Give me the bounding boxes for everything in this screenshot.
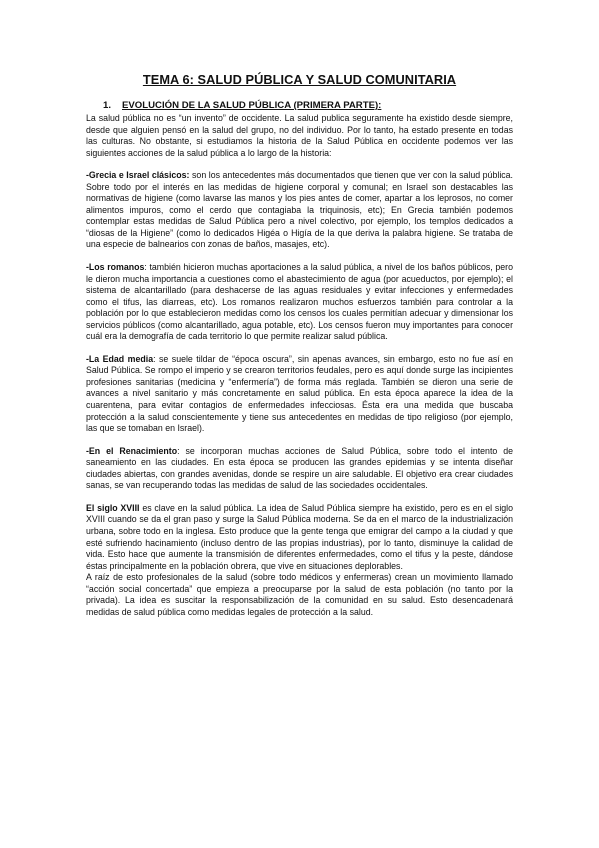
paragraph-lead: -La Edad media (86, 353, 154, 364)
paragraph-body: son los antecedentes más documentados que tienen que ver con la salud pública. Sobre todo por el interés en las medidas de higiene corporal y comunal; en Israel son destacables las normativas de higiene (como lavarse las manos y los pies antes de comer, apartar a los leprosos, no comer alimentos impuros, como el cerdo que contagiaba la triquinosis, etc); En Grecia también podemos contemplar estas medidas de Salud Pública pero a nivel colectivo, por ejemplo, los templos dedicados a “diosas de la Higiene” (como lo dedicados Higéa o Higía de la que deriva la palabra higiene. Se trataba de una especie de balnearios con zonas de baños, masajes, etc). (86, 170, 514, 250)
document-title: TEMA 6: SALUD PÚBLICA Y SALUD COMUNITARIA (142, 72, 457, 87)
paragraph-body: : se incorporan muchas acciones de Salud Pública, sobre todo el intento de saneamiento en las ciudades. En esta época se producen las grandes epidemias y se intenta diseñar ciudades abiertas, con grandes avenidas, donde se respire un aire saludable. El objetivo era crear ciudades sanas, se van recuperando todas las medidas de salud de las sociedades occidentales. (86, 445, 514, 491)
paragraph-grecia-israel (86, 170, 513, 251)
paragraph-lead: -Grecia e Israel clásicos: (86, 170, 190, 181)
section-title: EVOLUCIÓN DE LA SALUD PÚBLICA (PRIMERA PARTE): (122, 100, 382, 111)
paragraph-body: es clave en la salud pública. La idea de Salud Pública siempre ha existido, pero es en el siglo XVIII cuando se da el gran paso y surge la Salud Pública moderna. Se da en el marco de la industrialización urbana, sobre todo en la inglesa. Esto produce que la gente tenga que emigrar del campo a la ciudad y que esté sufriendo hacinamiento (incluso dentro de las propias industrias), por lo tanto, disminuye la calidad de vida. Esto hace que aumente la transmisión de diferentes enfermedades, como el tifus y la peste, dándose éstas principalmente en la población obrera, que vive en situaciones deplorables. (86, 502, 514, 571)
paragraph-siglo-xviii (86, 503, 513, 572)
section-number: 1. (103, 100, 112, 111)
paragraph-romanos (86, 262, 513, 343)
intro-paragraph: La salud pública no es “un invento” de occidente. La salud publica seguramente ha existido desde siempre, desde que alguien pensó en la salud del grupo, no del individuo. Por lo tanto, ha estado presente en todas las culturas. No obstante, si estudiamos la historia de la Salud Pública en occidente podemos ver las siguientes acciones de la salud pública a lo largo de la historia: (86, 113, 513, 158)
paragraph-lead: El siglo XVIII (86, 502, 140, 513)
paragraph-body: : se suele tildar de “época oscura”, sin apenas avances, sin embargo, esto no fue así en Salud Pública. Se rompo el imperio y se crearon territorios feudales, pero es aquí donde surge las incipientes profesiones sanitarias (medicina y “enfermería”) de forma más reglada. También se dieron una serie de avances a nivel sanitario y más concretamente en salud pública. En esta época aparece la idea de la cuarentena, para evitar contagios de enfermedades infecciosas. Ésta era una medida que buscaba protección a la salud conscientemente y tiene sus antecedentes en medidas de tipo religioso (por ejemplo, las que se tomaban en Israel). (86, 353, 513, 434)
paragraph-lead: -En el Renacimiento (86, 445, 178, 456)
paragraph-renacimiento (86, 446, 513, 492)
paragraph-closing: A raíz de esto profesionales de la salud (sobre todo médicos y enfermeras) crean un movimiento llamado “acción social concertada” que empieza a preocuparse por la salud de esta población (no tanto por la privada). La idea es suscitar la responsabilización de la comunidad en su salud. Esto desencadenará medidas de salud pública como medidas legales de protección a la salud. (86, 572, 513, 617)
paragraph-lead: -Los romanos (86, 262, 145, 273)
paragraph-body: : también hicieron muchas aportaciones a la salud pública, a nivel de los baños públicos, pero le dieron mucha importancia a cuestiones como el abastecimiento de agua (por acueductos, por ejemplo); el sistema de alcantarillado (para deshacerse de las aguas residuales y evitar infecciones y enfermedades como el tifus, las diarreas, etc). Los romanos realizaron muchos esfuerzos también para controlar a la población por lo que establecieron medidas como los censos los cuales permitían adecuar y dimensionar los servicios públicos (como alcantarillado, agua potable, etc). Los censos fueron muy importantes para conocer cuál era la demografía de cada territorio lo que permite realizar salud pública. (86, 262, 513, 342)
section-heading (103, 100, 513, 112)
paragraph-edad-media (86, 354, 513, 435)
